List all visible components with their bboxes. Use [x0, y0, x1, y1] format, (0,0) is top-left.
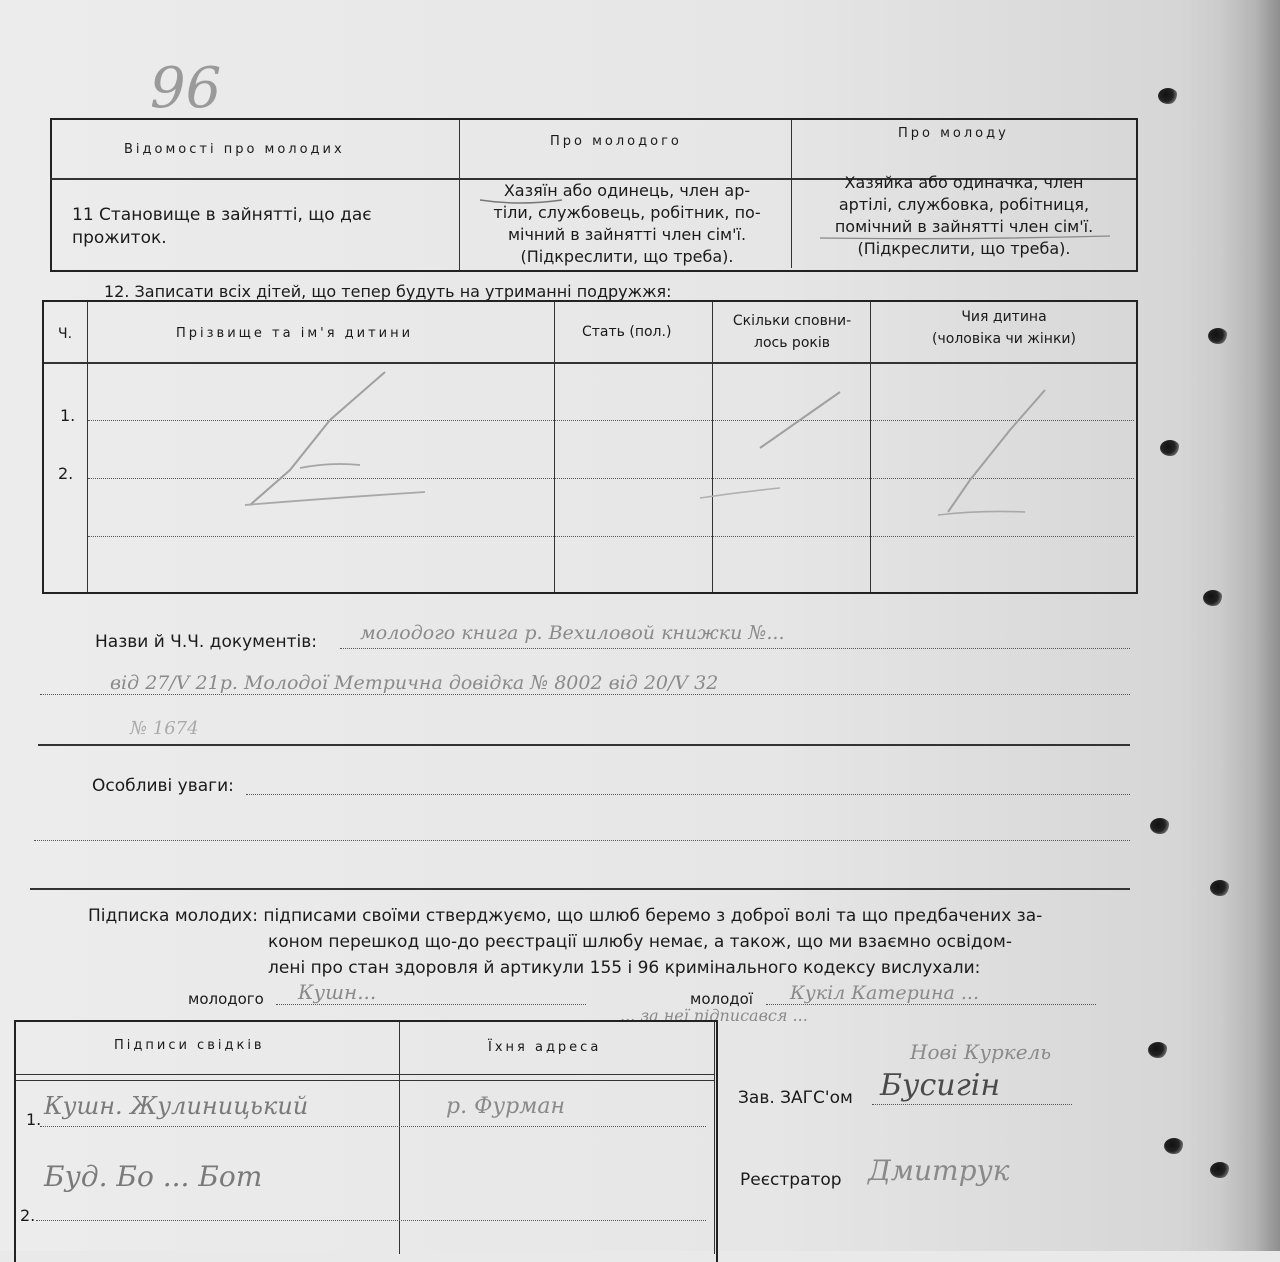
- witnesses-header-signatures: Підписи свідків: [114, 1038, 265, 1053]
- children-col-num: Ч.: [58, 326, 73, 342]
- children-col-whose-line1: Чия дитина: [961, 309, 1047, 325]
- children-row-number: 1.: [60, 406, 76, 425]
- witnesses-table: [14, 1020, 718, 1262]
- row11-groom-line1: Хазяїн або одинець, член ар-: [503, 181, 751, 200]
- remarks-label: Особливі уваги:: [92, 776, 234, 796]
- officials-divider: [714, 1022, 715, 1254]
- punch-hole: [1210, 1162, 1230, 1178]
- children-col-whose-line2: (чоловіка чи жінки): [932, 331, 1076, 347]
- witnesses-header-divider-a: [16, 1074, 714, 1075]
- documents-line-3: [38, 744, 1130, 746]
- row11-label-text: 11 Становище в зайнятті, що дає прожиток.: [72, 205, 372, 248]
- punch-hole: [1148, 1042, 1168, 1058]
- documents-handwritten-line2: від 27/V 21р. Молодої Метрична довідка № 8002 від 20/V 32: [110, 672, 719, 694]
- row11-bride-line1: Хазяйка або одиначка, член: [844, 173, 1084, 192]
- children-col-name: Прізвище та ім'я дитини: [176, 326, 414, 341]
- remarks-line-3: [30, 888, 1130, 890]
- registrar-signature: Дмитрук: [868, 1154, 1010, 1187]
- children-col-age-line2: лось років: [754, 335, 830, 351]
- witness-row-number: 1.: [26, 1110, 42, 1129]
- pencil-strikethrough-marks: [0, 0, 1280, 620]
- head-signature: Бусигін: [880, 1068, 1001, 1103]
- info-header-col2: Про молодого: [550, 134, 682, 149]
- registrar-label: Реєстратор: [740, 1170, 842, 1190]
- witness-row-number: 2.: [20, 1206, 36, 1225]
- info-header-col3: Про молоду: [898, 126, 1009, 141]
- children-col-age-line1: Скільки сповни-: [732, 313, 852, 329]
- documents-line-2: [40, 694, 1130, 695]
- head-signature-line: [872, 1104, 1072, 1105]
- witnesses-header-divider-b: [16, 1080, 714, 1081]
- row11-groom-line2: тіли, службовець, робітник, по-: [493, 203, 761, 222]
- groom-signature-line: [276, 1004, 586, 1005]
- remarks-line-2: [34, 840, 1130, 841]
- signature-statement-line3: лені про стан здоровля й артикули 155 і 96 кримінального кодексу вислухали:: [268, 958, 981, 978]
- witnesses-header-address: Їхня адреса: [488, 1040, 602, 1055]
- head-signature-top: Нові Куркель: [910, 1040, 1052, 1064]
- documents-handwritten-line3: № 1674: [130, 718, 199, 739]
- children-col-sex: Стать (пол.): [582, 324, 672, 340]
- groom-signature: Кушн...: [298, 980, 377, 1004]
- documents-line-1: [340, 648, 1130, 649]
- row11-groom-line4: (Підкреслити, що треба).: [520, 247, 734, 266]
- documents-handwritten-line1: молодого книга р. Вехиловой книжки №...: [360, 622, 785, 644]
- row11-bride-line4: (Підкреслити, що треба).: [857, 239, 1071, 258]
- punch-hole: [1150, 818, 1170, 834]
- bride-signature: Кукіл Катерина ...: [790, 982, 979, 1004]
- groom-signature-label: молодого: [188, 990, 264, 1008]
- row11-bride-line2: артілі, службовка, робітниця,: [838, 195, 1090, 214]
- children-title: 12. Записати всіх дітей, що тепер будуть на утриманні подружжя:: [104, 282, 672, 301]
- remarks-line-1: [246, 794, 1130, 795]
- documents-label: Назви й Ч.Ч. документів:: [95, 632, 317, 652]
- signature-statement-line1: Підписка молодих: підписами своїми стверджуємо, що шлюб беремо з доброї волі та що предбачених за-: [88, 906, 1043, 926]
- signature-statement-line2: коном перешкод що-до реєстрації шлюбу немає, а також, що ми взаємно освідом-: [268, 932, 1012, 952]
- bride-signature-label: молодої: [690, 990, 753, 1008]
- witness1-signature: Кушн. Жулиницький: [44, 1092, 309, 1120]
- witness2-signature: Буд. Бо ... Бот: [44, 1160, 263, 1193]
- punch-hole: [1164, 1138, 1184, 1154]
- row11-groom-line3: мічний в зайнятті член сім'ї.: [507, 225, 747, 244]
- children-row-number: 2.: [58, 464, 74, 483]
- info-header-col1: Відомості про молодих: [124, 142, 345, 157]
- bride-signature-line: [766, 1004, 1096, 1005]
- head-label: Зав. ЗАГС'ом: [738, 1088, 853, 1108]
- page-number-handwritten: 96: [150, 56, 222, 121]
- row11-bride-line3: помічний в зайнятті член сім'ї.: [834, 217, 1094, 236]
- punch-hole: [1210, 880, 1230, 896]
- witness-row-line-2: [36, 1220, 706, 1221]
- witness1-address: р. Фурман: [446, 1094, 566, 1119]
- bride-signature-line2: ... за неї підписався ...: [620, 1006, 808, 1025]
- witness-row-line-1: [40, 1126, 706, 1127]
